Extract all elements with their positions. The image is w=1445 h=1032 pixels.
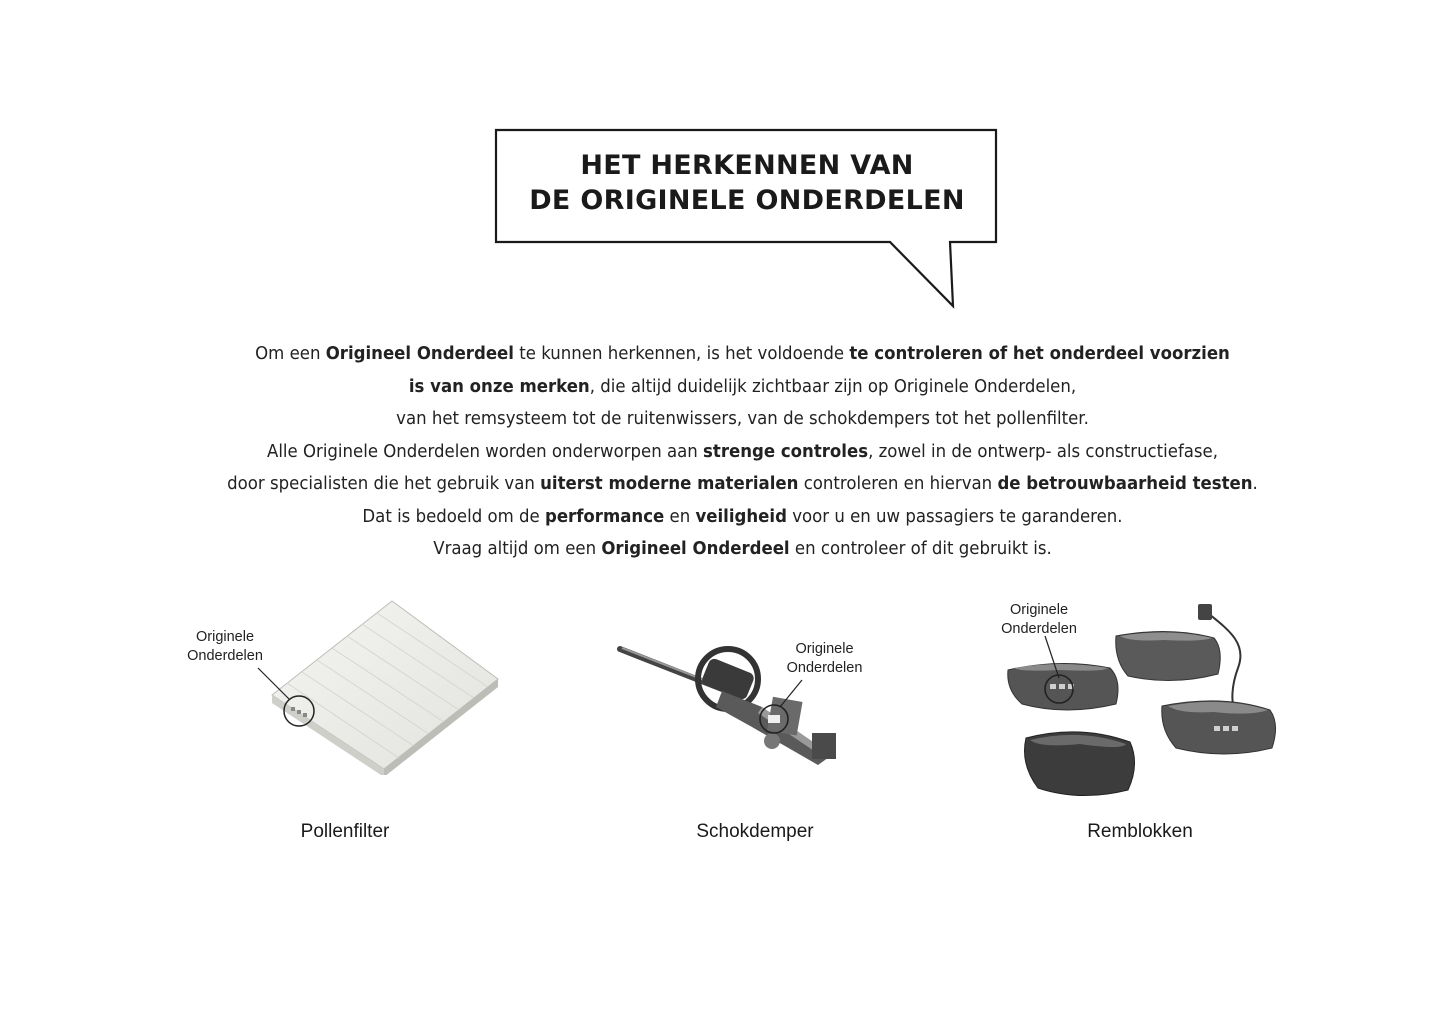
text-run-bold: performance (544, 505, 665, 527)
text-run-bold: uiterst moderne materialen (540, 473, 799, 494)
product-caption: Pollenfilter (300, 821, 390, 842)
shock-absorber-icon (612, 615, 872, 775)
text-run-bold: strenge controles (703, 440, 869, 462)
title-line-1: HET HERKENNEN VAN (580, 150, 914, 181)
title-line-2: DE ORIGINELE ONDERDELEN (529, 185, 965, 216)
text-run-bold: de betrouwbaarheid testen (997, 473, 1253, 494)
text-run-bold: is van onze merken (408, 375, 590, 397)
product-pollenfilter (180, 595, 510, 855)
product-caption: Schokdemper (696, 821, 814, 842)
callout-line-1: Originele (1009, 602, 1069, 618)
text-run: Vraag altijd om een (433, 538, 602, 559)
callout-label (777, 640, 872, 678)
text-run: , zowel in de ontwerp- als constructiefase, (868, 440, 1219, 462)
text-run: Dat is bedoeld om de (362, 505, 545, 527)
paragraph-line-5 (170, 468, 1315, 501)
callout-line-2: Onderdelen (786, 660, 863, 676)
text-run: en (664, 505, 696, 527)
callout-line-1: Originele (795, 641, 854, 657)
text-run: , die altijd duidelijk zichtbaar zijn op Originele Onderdelen, (589, 375, 1077, 397)
paragraph-line-1 (170, 338, 1315, 371)
product-caption: Remblokken (1087, 821, 1193, 842)
paragraph-line-3 (170, 403, 1315, 436)
text-run-bold: Origineel Onderdeel (325, 343, 514, 364)
text-run: . (1252, 473, 1258, 494)
text-run-bold: Origineel Onderdeel (601, 538, 790, 559)
text-run: controleren en hiervan (798, 473, 998, 494)
product-remblokken (1000, 598, 1290, 855)
paragraph-line-4 (170, 436, 1315, 469)
text-run-bold: te controleren of het onderdeel voorzien (849, 343, 1230, 364)
intro-paragraph (170, 338, 1315, 566)
callout-line-1: Originele (195, 629, 255, 645)
text-run: Om een (255, 343, 326, 364)
callout-line-2: Onderdelen (187, 648, 263, 664)
pollen-filter-icon (180, 595, 510, 775)
paragraph-line-7 (170, 533, 1315, 566)
text-run: en controleer of dit gebruikt is. (789, 538, 1052, 559)
product-schokdemper (612, 615, 892, 855)
text-run: Alle Originele Onderdelen worden onderworpen aan (266, 440, 704, 462)
text-run: te kunnen herkennen, is het voldoende (513, 343, 850, 364)
title-speech-bubble (494, 128, 1000, 310)
text-run: voor u en uw passagiers te garanderen. (786, 505, 1123, 527)
text-run-bold: veiligheid (695, 505, 787, 527)
paragraph-line-2 (170, 371, 1315, 404)
text-run: van het remsysteem tot de ruitenwissers, van de schokdempers tot het pollenfilter. (396, 408, 1089, 429)
text-run: door specialisten die het gebruik van (227, 473, 541, 494)
paragraph-line-6 (170, 501, 1315, 534)
page-title (494, 148, 1000, 218)
callout-label (1000, 601, 1078, 639)
callout-label (180, 628, 270, 666)
callout-line-2: Onderdelen (1001, 621, 1077, 637)
